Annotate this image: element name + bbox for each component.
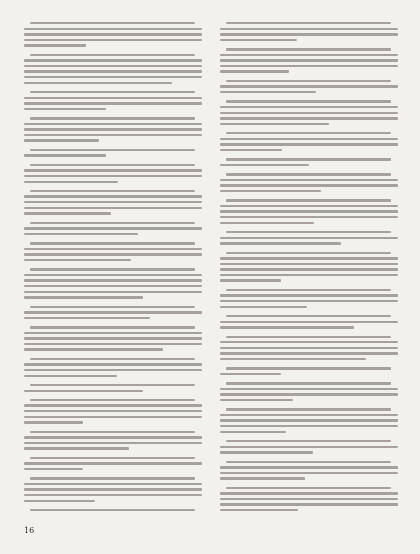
- footnote: [220, 80, 398, 94]
- illegible-text-line: [220, 210, 398, 212]
- footnote: [24, 54, 202, 84]
- illegible-text-line: [226, 440, 391, 442]
- illegible-text-line: [24, 291, 202, 293]
- illegible-text-line: [226, 48, 391, 50]
- illegible-text-line: [30, 399, 195, 401]
- illegible-text-line: [24, 134, 202, 136]
- illegible-text-line: [220, 451, 313, 453]
- illegible-text-line: [24, 102, 202, 104]
- illegible-text-line: [220, 70, 289, 72]
- illegible-text-line: [24, 201, 202, 203]
- illegible-text-line: [24, 108, 106, 110]
- illegible-text-line: [226, 487, 391, 489]
- illegible-text-line: [24, 317, 150, 319]
- illegible-text-line: [24, 494, 202, 496]
- illegible-text-line: [24, 128, 202, 130]
- illegible-text-line: [220, 59, 398, 61]
- illegible-text-line: [220, 419, 398, 421]
- illegible-text-line: [24, 248, 202, 250]
- footnote: [24, 222, 202, 236]
- illegible-text-line: [24, 123, 202, 125]
- illegible-text-line: [220, 498, 398, 500]
- footnote: [24, 358, 202, 377]
- illegible-text-line: [30, 190, 195, 192]
- footnote: [24, 457, 202, 471]
- illegible-text-line: [24, 259, 131, 261]
- illegible-text-line: [24, 447, 129, 449]
- footnote: [220, 315, 398, 329]
- illegible-text-line: [220, 472, 398, 474]
- illegible-text-line: [226, 382, 391, 384]
- illegible-text-line: [24, 44, 86, 46]
- illegible-text-line: [24, 97, 202, 99]
- illegible-text-line: [226, 173, 391, 175]
- footnote: [220, 289, 398, 308]
- illegible-text-line: [24, 468, 83, 470]
- footnote: [220, 22, 398, 41]
- footnote: [220, 408, 398, 433]
- illegible-text-line: [30, 477, 195, 479]
- illegible-text-line: [220, 446, 398, 448]
- illegible-text-line: [30, 509, 195, 511]
- illegible-text-line: [24, 285, 202, 287]
- illegible-text-line: [30, 22, 195, 24]
- illegible-text-line: [220, 274, 398, 276]
- illegible-text-line: [220, 279, 281, 281]
- illegible-text-line: [24, 337, 202, 339]
- illegible-text-line: [30, 384, 195, 386]
- illegible-text-line: [24, 212, 111, 214]
- illegible-text-line: [30, 149, 195, 151]
- illegible-text-line: [220, 306, 307, 308]
- illegible-text-line: [24, 70, 202, 72]
- footnote: [220, 173, 398, 192]
- illegible-text-line: [220, 341, 398, 343]
- footnote: [220, 336, 398, 361]
- illegible-text-line: [24, 169, 202, 171]
- illegible-text-line: [24, 369, 202, 371]
- footnote: [220, 48, 398, 73]
- illegible-text-line: [24, 33, 202, 35]
- illegible-text-line: [220, 399, 293, 401]
- illegible-text-line: [24, 390, 143, 392]
- illegible-text-line: [220, 466, 398, 468]
- footnote: [24, 190, 202, 215]
- illegible-text-line: [24, 28, 202, 30]
- illegible-text-line: [30, 222, 195, 224]
- illegible-text-line: [220, 347, 398, 349]
- illegible-text-line: [220, 179, 398, 181]
- illegible-text-line: [220, 138, 398, 140]
- illegible-text-line: [220, 321, 398, 323]
- illegible-text-line: [24, 154, 106, 156]
- illegible-text-line: [30, 242, 195, 244]
- illegible-text-line: [30, 358, 195, 360]
- illegible-text-line: [30, 306, 195, 308]
- illegible-text-line: [24, 462, 202, 464]
- illegible-text-line: [220, 205, 398, 207]
- illegible-text-line: [226, 231, 391, 233]
- footnote: [220, 132, 398, 151]
- illegible-text-line: [24, 348, 163, 350]
- illegible-text-line: [220, 216, 398, 218]
- illegible-text-line: [220, 477, 305, 479]
- illegible-text-line: [30, 91, 195, 93]
- illegible-text-line: [30, 117, 195, 119]
- illegible-text-line: [24, 39, 202, 41]
- illegible-text-line: [24, 404, 202, 406]
- illegible-text-line: [24, 253, 202, 255]
- illegible-text-line: [220, 143, 398, 145]
- footnote: [24, 22, 202, 47]
- illegible-text-line: [226, 100, 391, 102]
- illegible-text-line: [220, 91, 316, 93]
- footnote: [24, 117, 202, 142]
- footnote: [220, 367, 398, 375]
- footnote: [24, 268, 202, 298]
- footnote: [24, 477, 202, 502]
- illegible-text-line: [24, 436, 202, 438]
- illegible-text-line: [226, 80, 391, 82]
- illegible-text-line: [24, 311, 202, 313]
- illegible-text-line: [220, 373, 281, 375]
- illegible-text-line: [220, 123, 329, 125]
- footnote: [220, 100, 398, 125]
- illegible-text-line: [220, 257, 398, 259]
- footnote: [24, 149, 202, 157]
- illegible-text-line: [24, 82, 172, 84]
- footnote: [24, 399, 202, 424]
- illegible-text-line: [220, 326, 354, 328]
- illegible-text-line: [30, 268, 195, 270]
- illegible-text-line: [30, 54, 195, 56]
- illegible-text-line: [24, 279, 202, 281]
- footnote: [220, 382, 398, 401]
- illegible-text-line: [220, 149, 282, 151]
- illegible-text-line: [226, 132, 391, 134]
- illegible-text-line: [220, 54, 398, 56]
- right-column: [220, 22, 398, 512]
- footnote: [24, 306, 202, 320]
- illegible-text-line: [24, 500, 95, 502]
- illegible-text-line: [220, 388, 398, 390]
- illegible-text-line: [220, 509, 298, 511]
- illegible-text-line: [24, 421, 83, 423]
- illegible-text-line: [24, 363, 202, 365]
- illegible-text-line: [226, 336, 391, 338]
- illegible-text-line: [220, 28, 398, 30]
- illegible-text-line: [24, 488, 202, 490]
- illegible-text-line: [220, 184, 398, 186]
- illegible-text-line: [24, 233, 138, 235]
- footnote: [24, 384, 202, 392]
- illegible-text-line: [220, 117, 398, 119]
- illegible-text-line: [24, 181, 118, 183]
- illegible-text-line: [30, 164, 195, 166]
- illegible-text-line: [220, 237, 398, 239]
- footnote: [220, 158, 398, 166]
- illegible-text-line: [24, 175, 202, 177]
- illegible-text-line: [226, 315, 391, 317]
- footnote: [220, 252, 398, 282]
- illegible-text-line: [24, 483, 202, 485]
- illegible-text-line: [220, 268, 398, 270]
- illegible-text-line: [220, 106, 398, 108]
- illegible-text-line: [226, 408, 391, 410]
- footnote: [220, 440, 398, 454]
- illegible-text-line: [24, 343, 202, 345]
- footnote: [24, 509, 202, 512]
- footnote: [220, 487, 398, 512]
- illegible-text-line: [220, 431, 286, 433]
- illegible-text-line: [220, 425, 398, 427]
- illegible-text-line: [220, 294, 398, 296]
- illegible-text-line: [24, 227, 202, 229]
- footnote: [24, 242, 202, 261]
- illegible-text-line: [30, 457, 195, 459]
- illegible-text-line: [220, 263, 398, 265]
- illegible-text-line: [24, 59, 202, 61]
- footnote: [220, 231, 398, 245]
- left-column: [24, 22, 202, 512]
- illegible-text-line: [226, 289, 391, 291]
- illegible-text-line: [226, 461, 391, 463]
- illegible-text-line: [24, 195, 202, 197]
- footnote: [220, 199, 398, 224]
- illegible-text-line: [226, 199, 391, 201]
- illegible-text-line: [24, 139, 99, 141]
- footnote: [24, 326, 202, 351]
- illegible-text-line: [220, 503, 398, 505]
- illegible-text-line: [220, 414, 398, 416]
- illegible-text-line: [226, 367, 391, 369]
- illegible-text-line: [24, 65, 202, 67]
- illegible-text-line: [24, 375, 117, 377]
- footnote: [24, 431, 202, 450]
- illegible-text-line: [30, 431, 195, 433]
- illegible-text-line: [24, 410, 202, 412]
- illegible-text-line: [226, 158, 391, 160]
- illegible-text-line: [220, 492, 398, 494]
- illegible-text-line: [220, 190, 321, 192]
- footnote: [220, 461, 398, 480]
- illegible-text-line: [220, 112, 398, 114]
- illegible-text-line: [220, 39, 297, 41]
- illegible-text-line: [24, 207, 202, 209]
- illegible-text-line: [220, 222, 314, 224]
- illegible-text-line: [220, 352, 398, 354]
- illegible-text-line: [226, 252, 391, 254]
- illegible-text-line: [220, 65, 398, 67]
- illegible-text-line: [220, 300, 398, 302]
- illegible-text-line: [24, 416, 202, 418]
- illegible-text-line: [24, 442, 202, 444]
- illegible-text-line: [220, 164, 309, 166]
- footnote: [24, 164, 202, 183]
- illegible-text-line: [24, 274, 202, 276]
- illegible-text-line: [24, 296, 143, 298]
- footnote: [24, 91, 202, 110]
- illegible-text-line: [220, 85, 398, 87]
- illegible-text-line: [30, 326, 195, 328]
- illegible-text-line: [220, 242, 341, 244]
- illegible-text-line: [24, 332, 202, 334]
- illegible-text-line: [226, 22, 391, 24]
- two-column-footnotes: [24, 22, 398, 512]
- illegible-text-line: [24, 76, 202, 78]
- illegible-text-line: [220, 33, 398, 35]
- illegible-text-line: [220, 393, 398, 395]
- page-number: 16: [24, 526, 35, 535]
- illegible-text-line: [220, 358, 366, 360]
